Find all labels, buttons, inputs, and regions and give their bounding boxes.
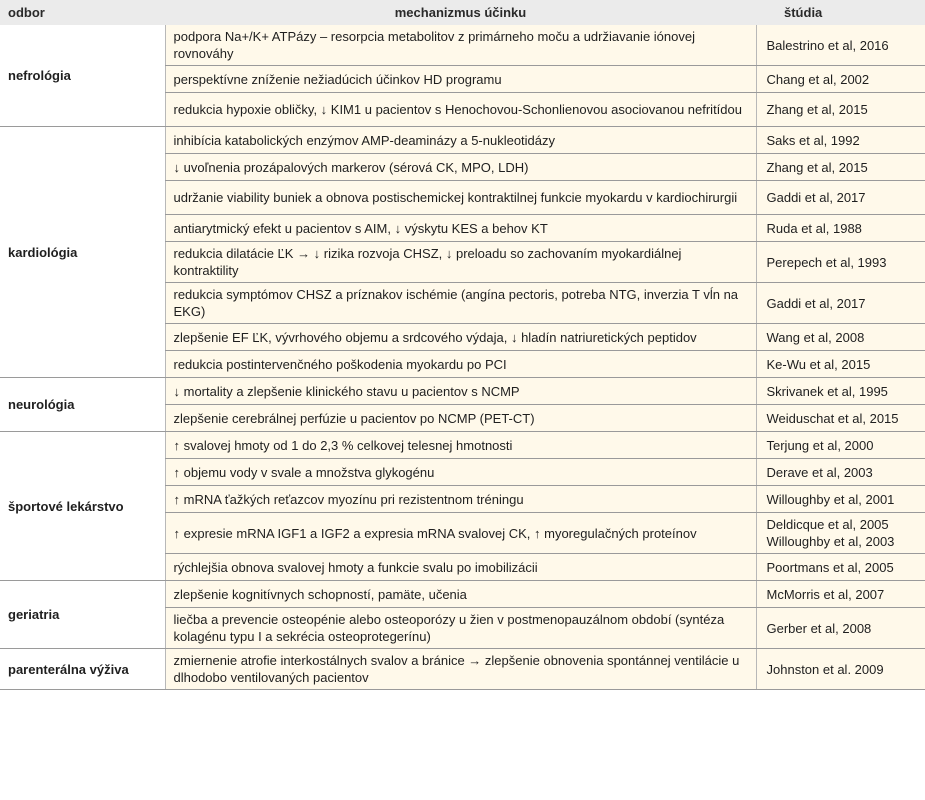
study-cell: Gerber et al, 2008 [756, 608, 925, 649]
table-row [0, 649, 925, 690]
study-cell: Ruda et al, 1988 [756, 215, 925, 242]
table-row [0, 432, 925, 459]
mechanism-cell: ↑ expresie mRNA IGF1 a IGF2 a expresia mRNA svalovej CK, ↑ myoregulačných proteínov [165, 513, 756, 554]
study-cell: Zhang et al, 2015 [756, 93, 925, 127]
mechanism-cell: zmiernenie atrofie interkostálnych svalov a bránice → zlepšenie obnovenia spontánnej ventilácie u dlhodobo ventilovaných pacientov [165, 649, 756, 690]
study-cell: Zhang et al, 2015 [756, 154, 925, 181]
mechanism-cell: udržanie viability buniek a obnova postischemickej kontraktilnej funkcie myokardu v kardiochirurgii [165, 181, 756, 215]
study-cell: Weiduschat et al, 2015 [756, 405, 925, 432]
mechanism-cell: liečba a prevencie osteopénie alebo osteoporózy u žien v postmenopauzálnom období (syntéza kolagénu typu I a sekrécia osteoprotegerínu) [165, 608, 756, 649]
field-cell: neurológia [0, 378, 165, 432]
header-study: štúdia [756, 0, 925, 25]
field-cell: športové lekárstvo [0, 432, 165, 581]
table-row [0, 25, 925, 66]
study-cell: McMorris et al, 2007 [756, 581, 925, 608]
study-cell: Willoughby et al, 2001 [756, 486, 925, 513]
mechanism-cell: inhibícia katabolických enzýmov AMP-deaminázy a 5-nukleotidázy [165, 127, 756, 154]
field-cell: nefrológia [0, 25, 165, 127]
table-row [0, 127, 925, 154]
study-cell: Ke-Wu et al, 2015 [756, 351, 925, 378]
study-cell: Deldicque et al, 2005 Willoughby et al, 2003 [756, 513, 925, 554]
mechanism-cell: zlepšenie kognitívnych schopností, pamäte, učenia [165, 581, 756, 608]
mechanism-cell: ↑ objemu vody v svale a množstva glykogénu [165, 459, 756, 486]
study-cell: Chang et al, 2002 [756, 66, 925, 93]
mechanism-cell: zlepšenie cerebrálnej perfúzie u pacientov po NCMP (PET-CT) [165, 405, 756, 432]
study-cell: Johnston et al. 2009 [756, 649, 925, 690]
table-row [0, 581, 925, 608]
field-cell: kardiológia [0, 127, 165, 378]
header-field: odbor [0, 0, 165, 25]
mechanism-cell: ↑ svalovej hmoty od 1 do 2,3 % celkovej telesnej hmotnosti [165, 432, 756, 459]
field-cell: parenterálna výživa [0, 649, 165, 690]
study-cell: Terjung et al, 2000 [756, 432, 925, 459]
study-cell: Skrivanek et al, 1995 [756, 378, 925, 405]
study-cell: Wang et al, 2008 [756, 324, 925, 351]
study-cell: Gaddi et al, 2017 [756, 181, 925, 215]
table-body [0, 25, 925, 690]
mechanism-cell: ↓ uvoľnenia prozápalových markerov (sérová CK, MPO, LDH) [165, 154, 756, 181]
mechanism-cell: redukcia postintervenčného poškodenia myokardu po PCI [165, 351, 756, 378]
study-cell: Perepech et al, 1993 [756, 242, 925, 283]
mechanism-cell: antiarytmický efekt u pacientov s AIM, ↓ výskytu KES a behov KT [165, 215, 756, 242]
table-row [0, 378, 925, 405]
study-cell: Saks et al, 1992 [756, 127, 925, 154]
mechanism-cell: redukcia dilatácie ĽK → ↓ rizika rozvoja CHSZ, ↓ preloadu so zachovaním myokardiálnej kontraktility [165, 242, 756, 283]
mechanism-cell: ↑ mRNA ťažkých reťazcov myozínu pri rezistentnom tréningu [165, 486, 756, 513]
mechanism-cell: zlepšenie EF ĽK, vývrhového objemu a srdcového výdaja, ↓ hladín natriuretických peptidov [165, 324, 756, 351]
study-cell: Derave et al, 2003 [756, 459, 925, 486]
mechanism-cell: rýchlejšia obnova svalovej hmoty a funkcie svalu po imobilizácii [165, 554, 756, 581]
mechanism-cell: podpora Na+/K+ ATPázy – resorpcia metabolitov z primárneho moču a udržiavanie iónovej rovnováhy [165, 25, 756, 66]
field-cell: geriatria [0, 581, 165, 649]
study-cell: Balestrino et al, 2016 [756, 25, 925, 66]
mechanism-cell: ↓ mortality a zlepšenie klinického stavu u pacientov s NCMP [165, 378, 756, 405]
header-mechanism: mechanizmus účinku [165, 0, 756, 25]
mechanism-cell: perspektívne zníženie nežiadúcich účinkov HD programu [165, 66, 756, 93]
study-cell: Poortmans et al, 2005 [756, 554, 925, 581]
header-row [0, 0, 925, 25]
study-cell: Gaddi et al, 2017 [756, 283, 925, 324]
mechanism-cell: redukcia symptómov CHSZ a príznakov ischémie (angína pectoris, potreba NTG, inverzia T vĺn na EKG) [165, 283, 756, 324]
mechanism-cell: redukcia hypoxie obličky, ↓ KIM1 u pacientov s Henochovou-Schonlienovou asociovanou nefritídou [165, 93, 756, 127]
